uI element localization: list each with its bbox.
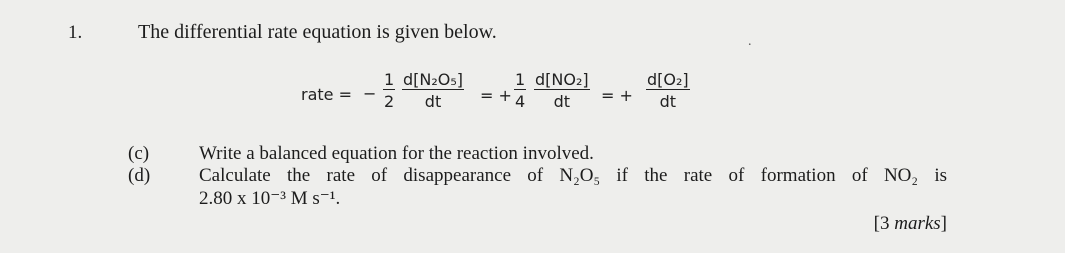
dO2-denominator: dt	[646, 89, 690, 111]
coefficient-quarter-numerator: 1	[515, 70, 526, 89]
question-intro: The differential rate equation is given below.	[138, 21, 497, 43]
dN2O5-denominator: dt	[402, 89, 464, 111]
dNO2-numerator: d[NO₂]	[535, 70, 589, 89]
coefficient-quarter	[514, 70, 526, 111]
equals-plus-2: = +	[601, 86, 633, 105]
stray-mark: .	[748, 34, 752, 49]
dNO2-dt-fraction	[534, 70, 590, 111]
question-number: 1.	[68, 22, 83, 43]
dN2O5-numerator: d[N₂O₅]	[403, 70, 464, 89]
dO2-numerator: d[O₂]	[647, 70, 689, 89]
coefficient-half	[383, 70, 395, 111]
marks-close: ]	[940, 213, 947, 234]
rate-label: rate =	[301, 85, 352, 104]
part-c-text: Write a balanced equation for the reaction involved.	[199, 143, 594, 164]
dNO2-denominator: dt	[534, 89, 590, 111]
dN2O5-dt-fraction	[402, 70, 464, 111]
coefficient-quarter-denominator: 4	[514, 89, 526, 111]
part-d-label: (d)	[128, 165, 151, 186]
coefficient-half-denominator: 2	[383, 89, 395, 111]
marks-open: [3	[873, 213, 895, 234]
marks-allocation	[874, 213, 947, 235]
minus-sign: −	[363, 84, 377, 103]
part-d-text-line2: 2.80 x 10⁻³ M s⁻¹.	[199, 188, 341, 209]
dO2-dt-fraction	[646, 70, 690, 111]
marks-word: marks	[894, 213, 941, 234]
part-c-label: (c)	[128, 143, 150, 164]
coefficient-half-numerator: 1	[384, 70, 395, 89]
part-d-text-line1: Calculate the rate of disappearance of N₂O₅ if the rate of formation of NO₂ is	[199, 165, 947, 186]
rate-equation	[301, 70, 711, 120]
equals-plus-1: = +	[480, 86, 512, 105]
